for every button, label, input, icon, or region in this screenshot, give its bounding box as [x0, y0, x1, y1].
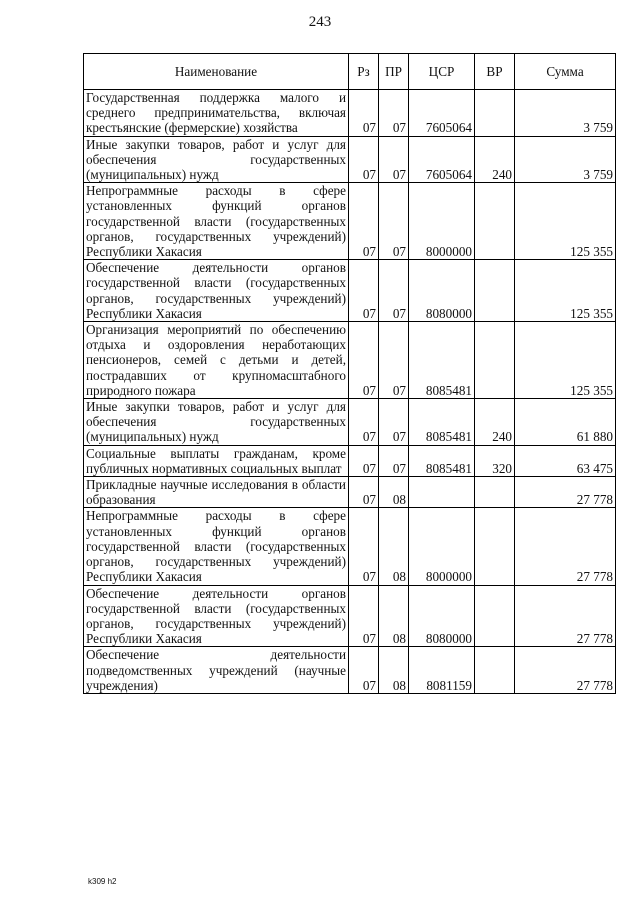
- row-name: Прикладные научные исследования в области образования: [84, 477, 349, 508]
- row-vr: [475, 183, 515, 260]
- row-pr: 07: [379, 445, 409, 476]
- row-name: Обеспечение деятельности подведомственных учреждений (научные учреждения): [84, 647, 349, 694]
- row-vr: [475, 585, 515, 647]
- table-row: [84, 260, 616, 322]
- header-sum: Сумма: [515, 54, 616, 90]
- header-name: Наименование: [84, 54, 349, 90]
- header-pr: ПР: [379, 54, 409, 90]
- table-row: [84, 585, 616, 647]
- row-name: Организация мероприятий по обеспечению отдыха и оздоровления неработающих пенсионеров, семей с детьми и детей, пострадавших от крупномасштабного природного пожара: [84, 322, 349, 399]
- row-name: Государственная поддержка малого и среднего предпринимательства, включая крестьянские (фермерские) хозяйства: [84, 90, 349, 137]
- row-sum: 125 355: [515, 183, 616, 260]
- page-number: 243: [308, 14, 332, 30]
- row-pr: 08: [379, 508, 409, 585]
- row-csr: 8085481: [409, 445, 475, 476]
- row-vr: [475, 508, 515, 585]
- table-row: [84, 183, 616, 260]
- row-vr: [475, 260, 515, 322]
- row-sum: 27 778: [515, 477, 616, 508]
- table-row: [84, 399, 616, 446]
- row-sum: 125 355: [515, 322, 616, 399]
- row-pr: 07: [379, 183, 409, 260]
- row-rz: 07: [349, 477, 379, 508]
- table-row: [84, 90, 616, 137]
- row-csr: 8000000: [409, 183, 475, 260]
- table-header-row: [84, 54, 616, 90]
- row-csr: 7605064: [409, 136, 475, 183]
- row-rz: 07: [349, 399, 379, 446]
- table-row: [84, 445, 616, 476]
- row-csr: 8080000: [409, 260, 475, 322]
- row-pr: 07: [379, 399, 409, 446]
- row-name: Непрограммные расходы в сфере установленных функций органов государственной власти (государственных органов, государственных учреждений) Республики Хакасия: [84, 508, 349, 585]
- row-name: Иные закупки товаров, работ и услуг для обеспечения государственных (муниципальных) нужд: [84, 399, 349, 446]
- row-rz: 07: [349, 647, 379, 694]
- row-pr: 07: [379, 90, 409, 137]
- table-row: [84, 322, 616, 399]
- header-vr: ВР: [475, 54, 515, 90]
- row-name: Социальные выплаты гражданам, кроме публичных нормативных социальных выплат: [84, 445, 349, 476]
- row-sum: 125 355: [515, 260, 616, 322]
- row-rz: 07: [349, 322, 379, 399]
- row-csr: 8085481: [409, 399, 475, 446]
- row-csr: 8080000: [409, 585, 475, 647]
- row-sum: 3 759: [515, 136, 616, 183]
- row-rz: 07: [349, 183, 379, 260]
- row-sum: 3 759: [515, 90, 616, 137]
- row-vr: [475, 477, 515, 508]
- budget-table: [83, 53, 616, 694]
- row-rz: 07: [349, 260, 379, 322]
- row-vr: 240: [475, 399, 515, 446]
- row-name: Непрограммные расходы в сфере установленных функций органов государственной власти (государственных органов, государственных учреждений) Республики Хакасия: [84, 183, 349, 260]
- row-pr: 08: [379, 585, 409, 647]
- row-sum: 27 778: [515, 647, 616, 694]
- row-vr: [475, 90, 515, 137]
- row-csr: 8000000: [409, 508, 475, 585]
- row-csr: 7605064: [409, 90, 475, 137]
- header-csr: ЦСР: [409, 54, 475, 90]
- row-name: Обеспечение деятельности органов государственной власти (государственных органов, государственных учреждений) Республики Хакасия: [84, 585, 349, 647]
- row-pr: 07: [379, 260, 409, 322]
- header-rz: Рз: [349, 54, 379, 90]
- row-pr: 08: [379, 647, 409, 694]
- row-rz: 07: [349, 508, 379, 585]
- row-csr: 8085481: [409, 322, 475, 399]
- table-row: [84, 136, 616, 183]
- row-name: Иные закупки товаров, работ и услуг для обеспечения государственных (муниципальных) нужд: [84, 136, 349, 183]
- row-csr: 8081159: [409, 647, 475, 694]
- row-pr: 08: [379, 477, 409, 508]
- row-pr: 07: [379, 136, 409, 183]
- row-csr: [409, 477, 475, 508]
- row-vr: [475, 647, 515, 694]
- table-row: [84, 508, 616, 585]
- row-pr: 07: [379, 322, 409, 399]
- table-row: [84, 647, 616, 694]
- row-vr: [475, 322, 515, 399]
- row-sum: 27 778: [515, 585, 616, 647]
- row-sum: 27 778: [515, 508, 616, 585]
- row-vr: 320: [475, 445, 515, 476]
- row-rz: 07: [349, 585, 379, 647]
- row-rz: 07: [349, 445, 379, 476]
- footer-code: k309 h2: [88, 877, 117, 886]
- row-sum: 61 880: [515, 399, 616, 446]
- row-rz: 07: [349, 136, 379, 183]
- row-vr: 240: [475, 136, 515, 183]
- row-sum: 63 475: [515, 445, 616, 476]
- row-name: Обеспечение деятельности органов государственной власти (государственных органов, государственных учреждений) Республики Хакасия: [84, 260, 349, 322]
- row-rz: 07: [349, 90, 379, 137]
- table-row: [84, 477, 616, 508]
